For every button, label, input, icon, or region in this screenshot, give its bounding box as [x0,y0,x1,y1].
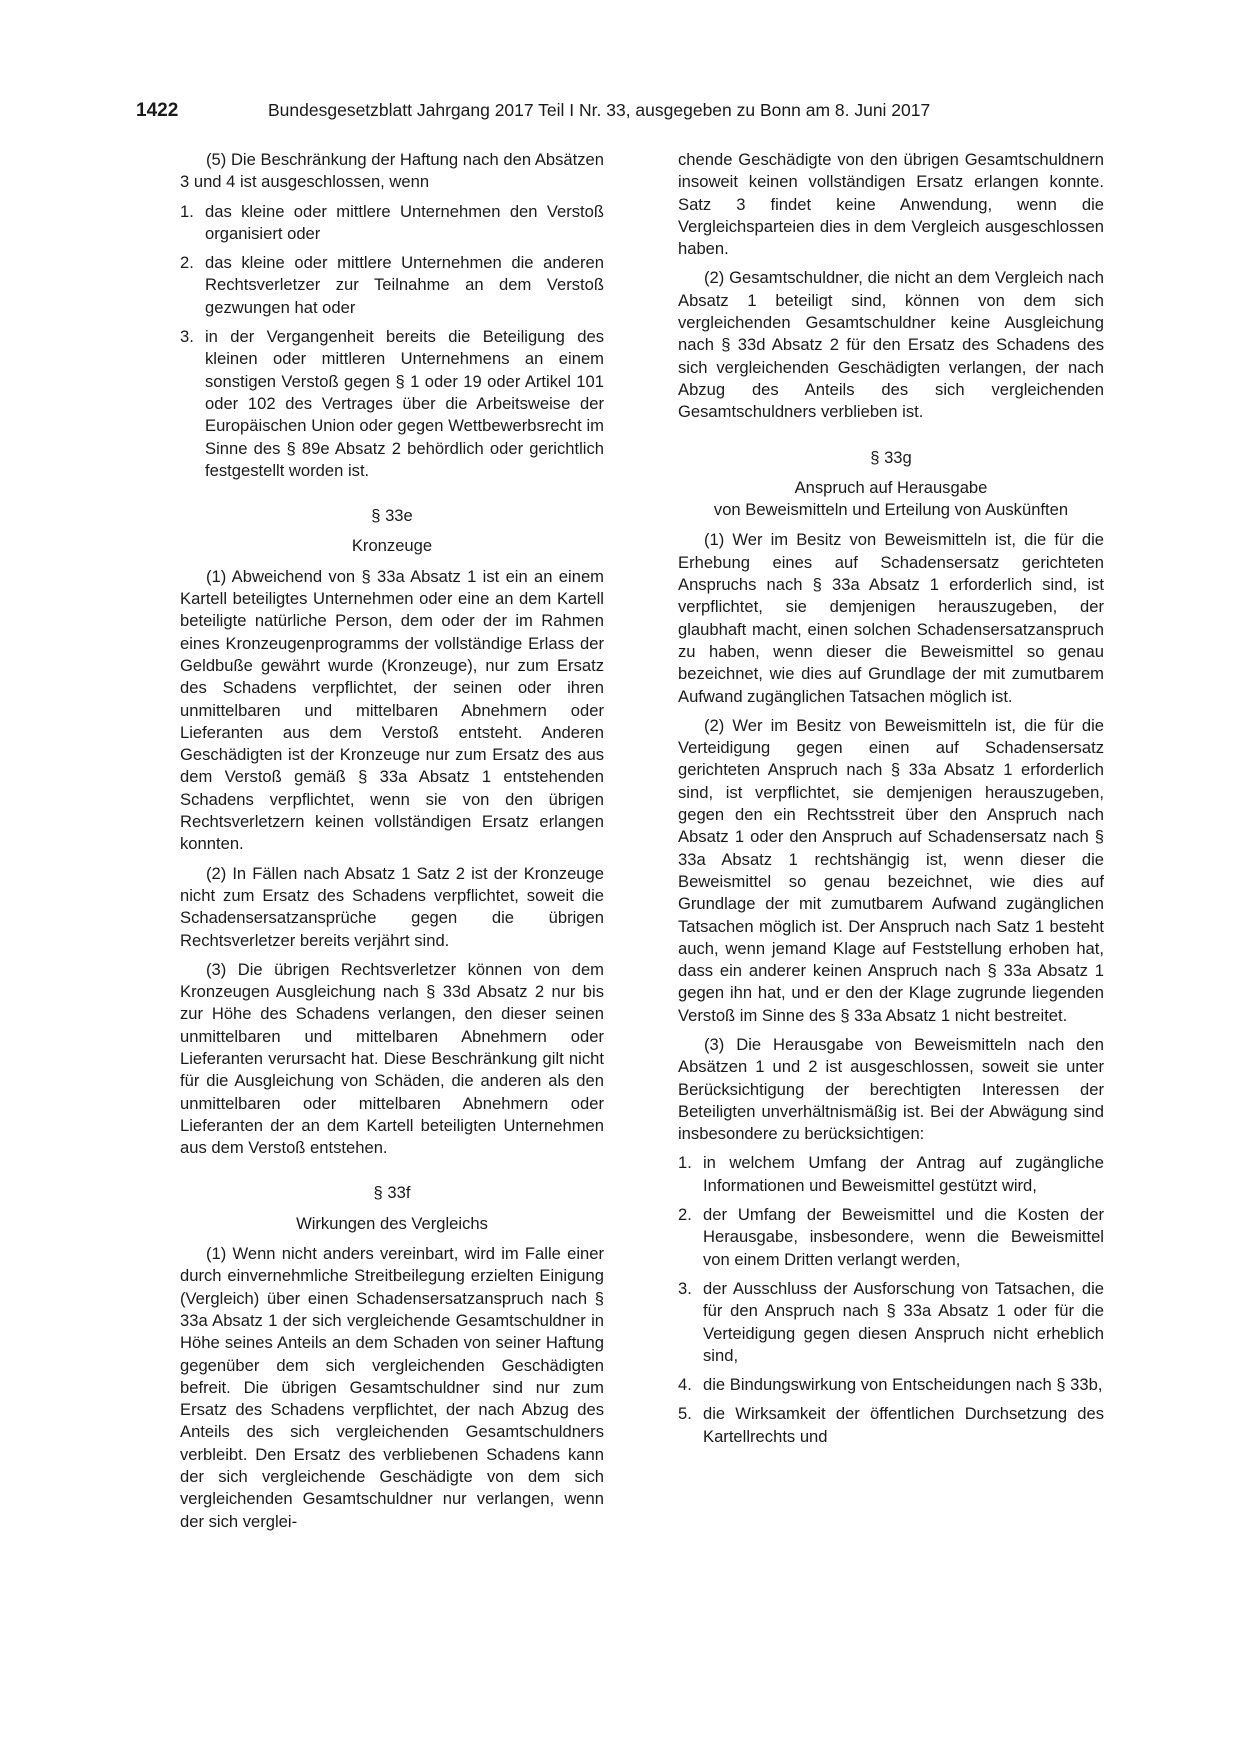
list-item-number: 3. [678,1278,692,1298]
page-header [136,100,1105,126]
list-item-text: der Umfang der Beweismittel und die Kosten der Herausgabe, insbesondere, wenn die Beweismittel von einem Dritten verlangt werden, [703,1205,1104,1269]
section-33f-paragraph-1-continued: chende Geschädigte von den übrigen Gesamtschuldnern insoweit keinen vollständigen Ersatz erlangen konnte. Satz 3 findet keine Anwendung, wenn die Vergleichsparteien dies in dem Vergleich ausgeschlossen haben. [678,150,1104,259]
section-33e-paragraph-1: (1) Abweichend von § 33a Absatz 1 ist ein an einem Kartell beteiligtes Unternehmen oder eine an dem Kartell beteiligte natürliche Person, dem oder der im Rahmen eines Kronzeugenprogramms der vollständige Erlass der Geldbuße gewährt wurde (Kronzeuge), nur zum Ersatz des Schadens verpflichtet, der seinen oder ihren unmittelbaren und mittelbaren Abnehmern oder Lieferanten aus dem Verstoß entsteht. Anderen Geschädigten ist der Kronzeuge nur zum Ersatz des aus dem Verstoß gemäß § 33a Absatz 1 entstehenden Schadens verpflichtet, wenn sie von den übrigen Rechtsverletzern keinen vollständigen Ersatz erlangen konnten. [180,566,604,854]
list-item [678,1278,1104,1367]
list-item [678,1204,1104,1271]
section-33g-paragraph-3: (3) Die Herausgabe von Beweismitteln nach den Absätzen 1 und 2 ist ausgeschlossen, soweit sie unter Berücksichtigung der berechtigten Interessen der Beteiligten unverhältnismäßig ist. Bei der Abwägung sind insbesondere zu berücksichtigen: [678,1034,1104,1144]
list-item-number: 1. [180,201,194,221]
list-item-number: 2. [678,1205,692,1225]
list-item-number: 3. [180,327,194,347]
paragraph-5-intro: (5) Die Beschränkung der Haftung nach den Absätzen 3 und 4 ist ausgeschlossen, wenn [180,150,604,192]
section-number-33f: § 33f [373,1183,411,1203]
paragraph-5-list [180,201,604,483]
list-item-number: 4. [678,1375,692,1395]
section-number-33e: § 33e [371,506,413,526]
list-item-text: das kleine oder mittlere Unternehmen die anderen Rechtsverletzer zur Teilnahme an dem Verstoß gezwungen hat oder [205,253,604,317]
section-title-33f: Wirkungen des Vergleichs [296,1213,488,1233]
list-item-number: 1. [678,1153,692,1173]
list-item [678,1152,1104,1197]
paragraph-3-list [678,1152,1104,1448]
list-item-text: in der Vergangenheit bereits die Beteiligung des kleinen oder mittleren Unternehmens an einem sonstigen Verstoß gegen § 1 oder 19 oder Artikel 101 oder 102 des Vertrages über die Arbeitsweise der Europäischen Union oder gegen Wettbewerbsrecht im Sinne des § 89e Absatz 2 behördlich oder gerichtlich festgestellt worden ist. [205,327,604,480]
section-title-33g [678,477,1104,522]
list-item [180,252,604,319]
list-item [678,1374,1104,1396]
right-column [678,149,1104,1456]
list-item-text: in welchem Umfang der Antrag auf zugängliche Informationen und Beweismittel gestützt wird, [703,1153,1104,1195]
section-33f-paragraph-1: (1) Wenn nicht anders vereinbart, wird im Falle einer durch einvernehmliche Streitbeilegung erzielten Einigung (Vergleich) über einen Schadensersatzanspruch nach § 33a Absatz 1 der sich vergleichende Gesamtschuldner in Höhe seines Anteils an dem Schaden von seiner Haftung gegenüber dem sich vergleichenden Geschädigten befreit. Die übrigen Gesamtschuldner sind nur zum Ersatz des Schadens verpflichtet, der nach Abzug des Anteils des sich vergleichenden Gesamtschuldners verbleibt. Den Ersatz des verbliebenen Schadens kann der sich vergleichende Geschädigte von dem sich vergleichenden Gesamtschuldner nur verlangen, wenn der sich verglei- [180,1244,604,1531]
list-item [678,1403,1104,1448]
section-title-33g-line-2: von Beweismitteln und Erteilung von Auskünften [713,500,1069,520]
list-item-text: das kleine oder mittlere Unternehmen den Verstoß organisiert oder [205,201,604,243]
page-number: 1422 [136,100,179,121]
section-33g-paragraph-2: (2) Wer im Besitz von Beweismitteln ist, die für die Verteidigung gegen einen auf Schadensersatz gerichteten Anspruch nach § 33a Absatz 1 erforderlich sind, ist verpflichtet, sie demjenigen herauszugeben, gegen den ein Rechtsstreit über den Anspruch nach Absatz 1 oder den Anspruch auf Schadensersatz nach § 33a Absatz 1 rechtshängig ist, wenn dieser die Beweismittel so genau bezeichnet, wie dies auf Grundlage der mit zumutbarem Aufwand zugänglichen Tatsachen möglich ist. Der Anspruch nach Satz 1 besteht auch, wenn jemand Klage auf Feststellung erhoben hat, dass ein anderer keinen Anspruch nach § 33a Absatz 1 gegen ihn hat, und er den der Klage zugrunde liegenden Verstoß im Sinne des § 33a Absatz 1 nicht bestreitet. [678,715,1104,1025]
section-title-33e: Kronzeuge [351,536,433,556]
section-title-33g-line-1: Anspruch auf Herausgabe [794,477,988,497]
section-33f-paragraph-2: (2) Gesamtschuldner, die nicht an dem Vergleich nach Absatz 1 beteiligt sind, können von dem sich vergleichenden Gesamtschuldner keine Ausgleichung nach § 33d Absatz 2 für den Ersatz des Schadens des sich vergleichenden Geschädigten verlangen, der nach Abzug des Anteils des sich vergleichenden Gesamtschuldners verblieben ist. [678,268,1104,422]
section-number-33g: § 33g [870,447,912,467]
list-item-number: 5. [678,1404,692,1424]
list-item-text: der Ausschluss der Ausforschung von Tatsachen, die für den Anspruch nach § 33a Absatz 1 oder für die Verteidigung gegen diesen Anspruch nicht erheblich sind, [703,1278,1104,1365]
running-head: Bundesgesetzblatt Jahrgang 2017 Teil I Nr. 33, ausgegeben zu Bonn am 8. Juni 2017 [268,100,931,120]
list-item-number: 2. [180,253,194,273]
section-33e-paragraph-2: (2) In Fällen nach Absatz 1 Satz 2 ist der Kronzeuge nicht zum Ersatz des Schadens verpflichtet, soweit die Schadensersatzansprüche gegen die übrigen Rechtsverletzer bereits verjährt sind. [180,863,604,950]
section-33e-paragraph-3: (3) Die übrigen Rechtsverletzer können von dem Kronzeugen Ausgleichung nach § 33d Absatz 2 nur bis zur Höhe des Schadens verlangen, den dieser seinen unmittelbaren und mittelbaren Abnehmern oder Lieferanten verursacht hat. Diese Beschränkung gilt nicht für die Ausgleichung von Schäden, die anderen als den unmittelbaren oder mittelbaren Abnehmern oder Lieferanten der an dem Kartell beteiligten Unternehmen aus dem Verstoß entstehen. [180,959,604,1158]
list-item-text: die Bindungswirkung von Entscheidungen nach § 33b, [703,1375,1103,1395]
left-column [180,149,604,1540]
list-item-text: die Wirksamkeit der öffentlichen Durchsetzung des Kartellrechts und [703,1404,1104,1446]
list-item [180,326,604,482]
list-item [180,201,604,246]
section-33g-paragraph-1: (1) Wer im Besitz von Beweismitteln ist, die für die Erhebung eines auf Schadensersatz gerichteten Anspruchs nach § 33a Absatz 1 erforderlich sind, ist verpflichtet, sie demjenigen herauszugeben, der glaubhaft macht, einen solchen Schadensersatzanspruch zu haben, wenn dieser die Beweismittel so genau bezeichnet, wie dies auf Grundlage der mit zumutbarem Aufwand zugänglichen Tatsachen möglich ist. [678,530,1104,706]
